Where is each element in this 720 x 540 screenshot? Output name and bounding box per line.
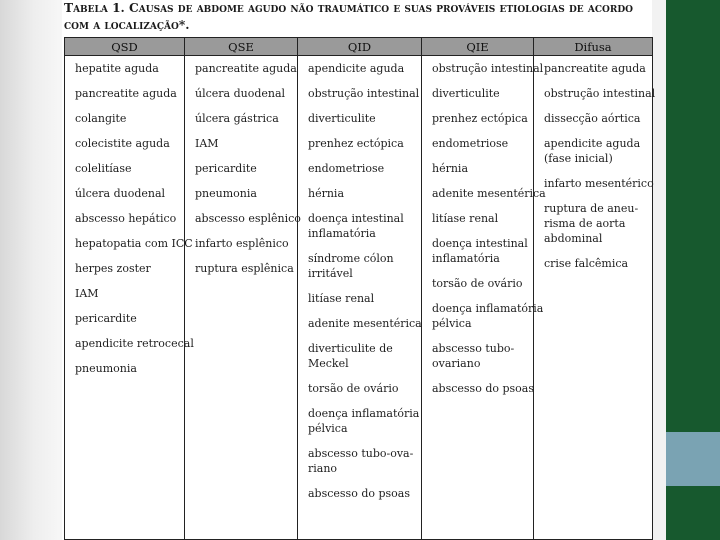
etiology-item: apendicite aguda [544,137,641,150]
etiology-item: hepatite aguda [75,62,159,75]
etiology-item: prenhez ectópica [432,112,528,125]
etiology-item-continuation: abdominal [544,232,603,245]
etiology-item: obstrução intestinal [544,87,656,100]
column-qie [422,56,546,540]
etiology-item: abscesso tubo- [432,342,515,355]
etiology-item: pneumonia [75,362,137,375]
etiology-item-continuation: irritável [308,267,353,280]
etiology-item: síndrome cólon [308,252,394,265]
etiology-item: litíase renal [432,212,499,225]
etiology-item: apendicite retrocecal [75,337,194,350]
etiology-item: pericardite [75,312,137,325]
etiology-item: litíase renal [308,292,375,305]
column-difusa [534,56,656,540]
etiology-item: ruptura esplênica [195,262,294,275]
etiology-item: ruptura de aneu- [544,202,639,215]
etiology-item: pancreatite aguda [195,62,297,75]
etiology-item: colangite [75,112,127,125]
etiology-item: abscesso hepático [75,212,177,225]
column-qid [298,56,422,540]
left-background [0,0,62,540]
etiology-item-continuation: pélvica [308,422,348,435]
etiology-item-continuation: riano [308,462,338,475]
etiology-item: adenite mesentérica [308,317,422,330]
column-qsd [65,56,194,540]
etiology-item: abscesso do psoas [308,487,410,500]
etiology-item: colecistite aguda [75,137,170,150]
etiology-item: IAM [75,287,99,300]
etiology-item: pancreatite aguda [544,62,646,75]
etiology-item: diverticulite [432,87,500,100]
header-qsd: QSD [65,38,185,56]
etiology-item-continuation: Meckel [308,357,349,370]
etiology-item: obstrução intestinal [308,87,420,100]
etiology-item: doença inflamatória [432,302,544,315]
etiology-item: prenhez ectópica [308,137,404,150]
etiology-item-continuation: pélvica [432,317,472,330]
etiology-item: obstrução intestinal [432,62,544,75]
blue-accent-block [666,432,720,486]
header-qid: QID [298,38,422,56]
etiology-item-continuation: risma de aorta [544,217,626,230]
etiology-item-continuation: (fase inicial) [544,152,613,165]
etiology-item-continuation: inflamatória [308,227,376,240]
etiology-item: herpes zoster [75,262,151,275]
etiology-item: abscesso tubo-ova- [308,447,414,460]
etiology-item: úlcera gástrica [195,112,279,125]
etiology-item: torsão de ovário [432,277,523,290]
header-qie: QIE [422,38,534,56]
etiology-item: abscesso do psoas [432,382,534,395]
etiology-item: úlcera duodenal [195,87,286,100]
header-difusa: Difusa [534,38,653,56]
etiology-item: apendicite aguda [308,62,405,75]
etiology-item: doença intestinal [432,237,528,250]
etiology-item-continuation: ovariano [432,357,481,370]
etiology-table [64,37,656,540]
table-title [64,0,654,34]
table-title-line-1: Tabela 1. Causas de abdome agudo não traumático e suas prováveis etiologias de acordo [64,1,633,15]
etiology-item: diverticulite [308,112,376,125]
etiology-item: infarto mesentérico [544,177,654,190]
etiology-item: crise falcêmica [544,257,629,270]
table-title-line-2: com a localização*. [64,18,190,32]
etiology-item: colelitíase [75,162,132,175]
etiology-item: abscesso esplênico [195,212,301,225]
etiology-item: pneumonia [195,187,257,200]
etiology-item: adenite mesentérica [432,187,546,200]
etiology-item: úlcera duodenal [75,187,166,200]
table-body-row [65,56,653,540]
etiology-item-continuation: inflamatória [432,252,500,265]
header-qse: QSE [185,38,298,56]
etiology-item: IAM [195,137,219,150]
etiology-item: hérnia [308,187,345,200]
etiology-item: infarto esplênico [195,237,289,250]
right-margin [652,0,666,540]
etiology-item: pancreatite aguda [75,87,177,100]
etiology-item: doença intestinal [308,212,404,225]
table-header-row [65,38,653,56]
etiology-item: doença inflamatória [308,407,420,420]
etiology-item: hérnia [432,162,469,175]
etiology-item: torsão de ovário [308,382,399,395]
column-qse [185,56,301,540]
etiology-item: diverticulite de [308,342,393,355]
etiology-item: endometriose [308,162,385,175]
etiology-item: hepatopatia com ICC [75,237,193,250]
etiology-item: pericardite [195,162,257,175]
etiology-item: endometriose [432,137,509,150]
etiology-item: dissecção aórtica [544,112,641,125]
